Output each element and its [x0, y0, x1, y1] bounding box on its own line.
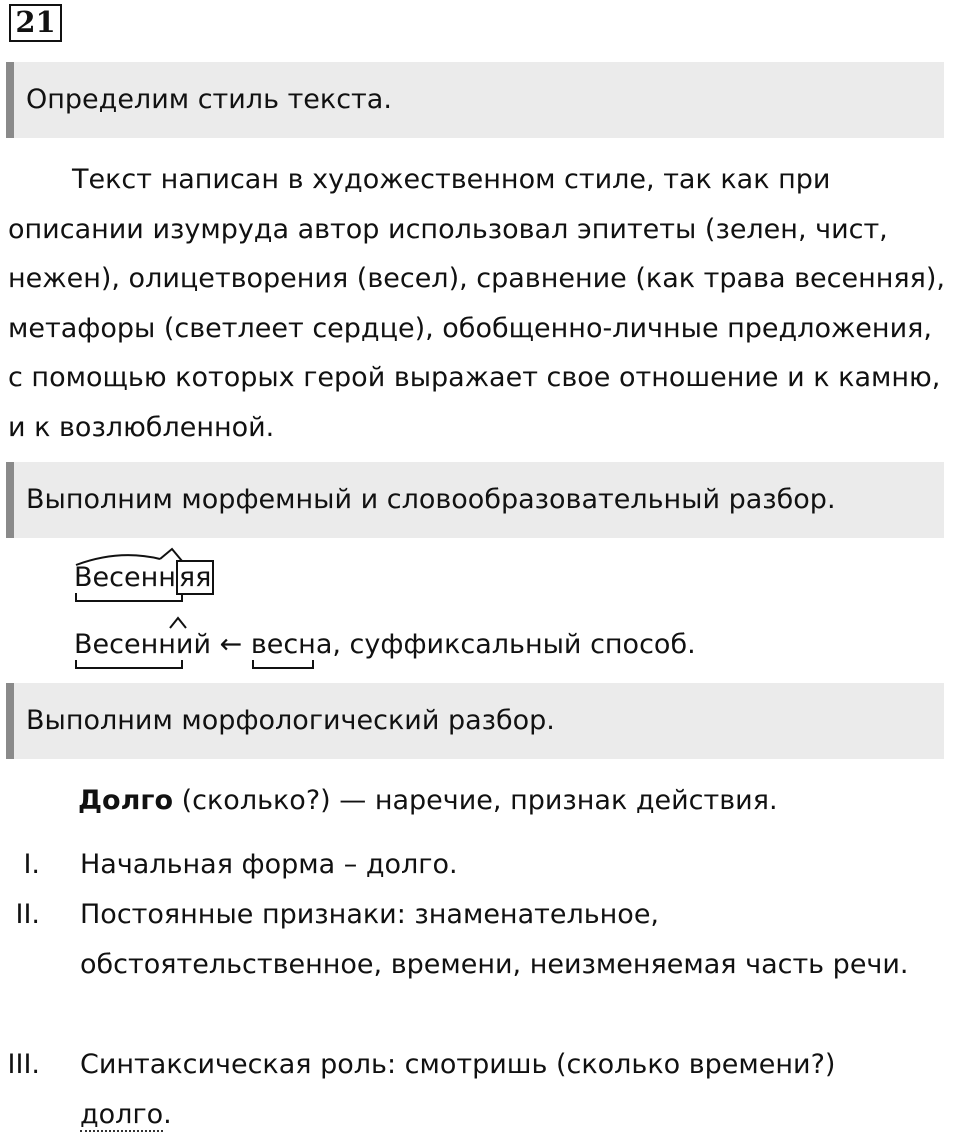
derivation-line — [74, 628, 696, 662]
style-paragraph: Текст написан в художественном стиле, так как при описании изумруда автор использовал эпитеты (зелен, чист, нежен), олицетворения (весел), сравнение (как трава весенняя), метафоры (светлеет сердце), обобщенно-личные предложения, с помощью которых герой выражает свое отношение и к камню, и к возлюбленной. — [8, 164, 945, 443]
morpheme-analysis-line — [74, 561, 214, 595]
source-word: весна — [251, 628, 333, 662]
task-number: 21 — [9, 4, 62, 42]
derivation-word: Весенний — [74, 628, 211, 662]
word-definition: (сколько?) — наречие, признак действия. — [173, 785, 778, 816]
suffix-mark — [170, 618, 186, 628]
list-item — [0, 1040, 960, 1136]
analyzed-word: Долго — [78, 785, 174, 816]
section-heading-morphology: Выполним морфологический разбор. — [6, 683, 944, 759]
list-number: I. — [23, 849, 40, 880]
stem-bracket-mark — [76, 660, 182, 668]
arrow-icon: ← — [219, 629, 243, 660]
morphology-definition — [78, 784, 778, 818]
underlined-word: долго — [80, 1099, 164, 1130]
word-stem: Весенн — [74, 562, 176, 593]
derivation-method: , суффиксальный способ. — [332, 629, 696, 660]
list-number: II. — [15, 899, 40, 930]
list-text: Начальная форма – долго. — [80, 849, 458, 880]
list-item — [0, 890, 960, 1040]
list-item — [0, 840, 960, 890]
section-heading-style: Определим стиль текста. — [6, 62, 944, 138]
list-number: III. — [7, 1049, 40, 1080]
morpheme-word — [74, 561, 214, 595]
list-text: Постоянные признаки: знаменательное, обстоятельственное, времени, неизменяемая часть речи. — [80, 899, 909, 980]
stem-bracket-mark — [253, 660, 313, 668]
list-text: Синтаксическая роль: смотришь (сколько времени?) долго. — [80, 1049, 836, 1130]
word-ending: яя — [176, 560, 214, 595]
section-heading-morpheme: Выполним морфемный и словообразовательный разбор. — [6, 462, 944, 538]
